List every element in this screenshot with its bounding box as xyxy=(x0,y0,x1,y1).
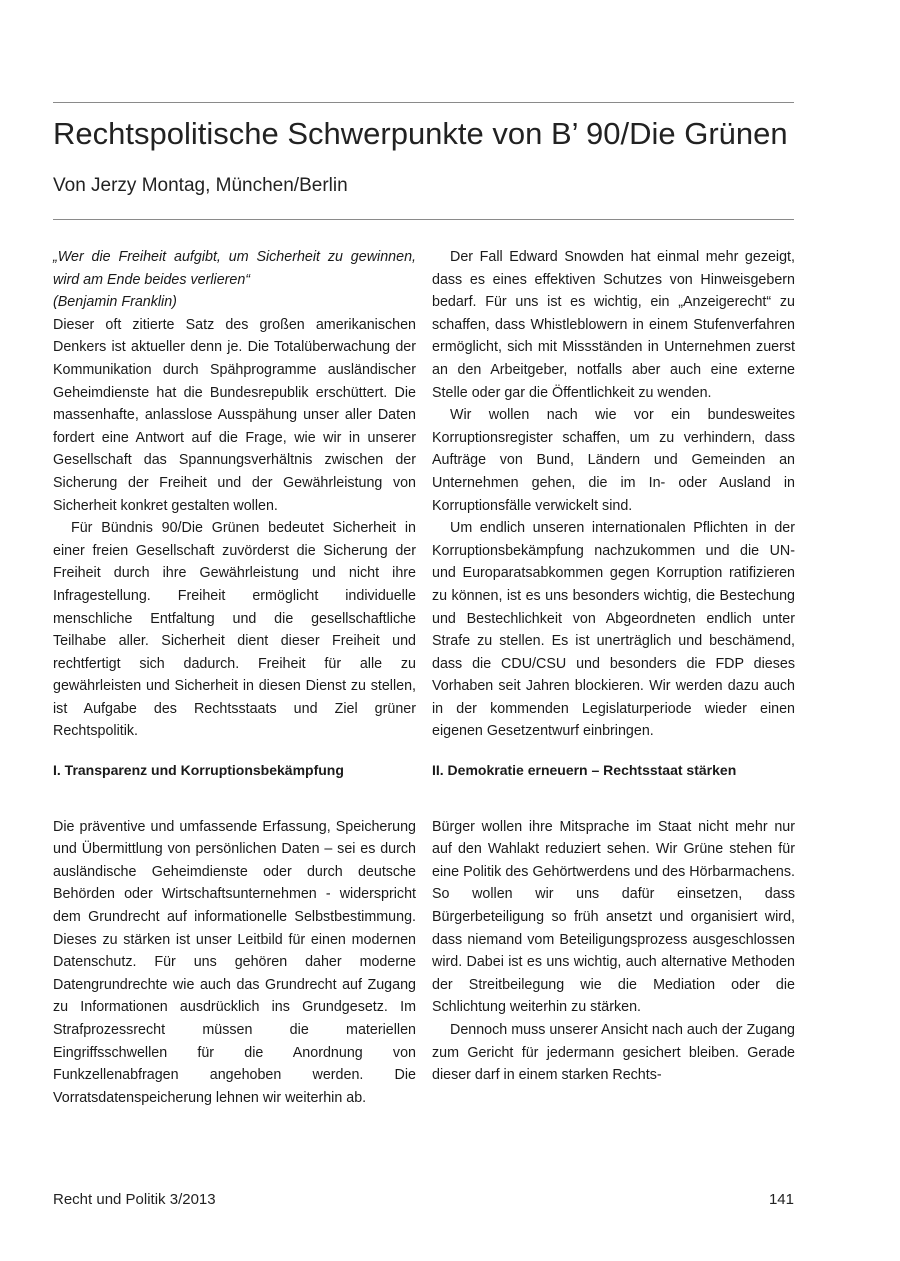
article-title: Rechtspolitische Schwerpunkte von B’ 90/Die Grünen xyxy=(53,116,788,151)
section-heading-1: I. Transparenz und Korruptionsbekämpfung xyxy=(53,762,344,779)
paragraph: Wir wollen nach wie vor ein bundesweites Korruptionsregister schaffen, um zu verhindern, dass Aufträge von Bund, Ländern und Gemeinden an Unternehmen gehen, die im In- oder Ausland in Korruptionsfälle verwickelt sind. xyxy=(432,407,795,514)
paragraph: Bürger wollen ihre Mitsprache im Staat nicht mehr nur auf den Wahlakt reduziert sehen. Wir Grüne stehen für eine Politik des Gehörtwerdens und des Hörbarmachens. So wollen wir uns dafür einsetzen, dass Bürgerbeteiligung so früh ansetzt und organisiert wird, dass niemand vom Beteiligungsprozess ausgeschlossen wird. Dabei ist es uns wichtig, auch alternative Methoden der Streitbeilegung wie die Mediation oder die Schlichtung weiterhin zu stärken. xyxy=(432,818,795,1016)
article-author: Von Jerzy Montag, München/Berlin xyxy=(53,175,348,196)
paragraph: Der Fall Edward Snowden hat einmal mehr gezeigt, dass es eines effektiven Schutzes von Hinweisgebern bedarf. Für uns ist es wichtig, ein „Anzeigerecht“ zu schaffen, dass Whistleblowern in einem Stufenverfahren ermöglicht, sich mit Missständen in Unternehmen zuerst an den Arbeitgeber, notfalls aber auch eine externe Stelle oder gar die Öffentlichkeit zu wenden. xyxy=(432,249,795,401)
epigraph-quote: „Wer die Freiheit aufgibt, um Sicherheit zu gewinnen, wird am Ende beides verlieren“ xyxy=(53,249,416,288)
paragraph: Dennoch muss unserer Ansicht nach auch der Zugang zum Gericht für jedermann gesichert bleiben. Gerade dieser darf in einem starken Rechts- xyxy=(432,1022,795,1084)
footer-page-number: 141 xyxy=(768,1191,794,1208)
left-column xyxy=(53,246,416,1109)
footer-journal: Recht und Politik 3/2013 xyxy=(53,1191,216,1208)
epigraph-source: (Benjamin Franklin) xyxy=(53,294,177,311)
paragraph: Die präventive und umfassende Erfassung, Speicherung und Übermittlung von persönlichen Daten – sei es durch ausländische Geheimdienste oder durch deutsche Behörden oder Wirtschaftsunternehmen - widerspricht dem Grundrecht auf informationelle Selbstbestimmung. Dieses zu stärken ist unser Leitbild für einen modernen Datenschutz. Für uns gehören daher moderne Datengrundrechte wie auch das Grundrecht auf Zugang zu Informationen ausdrücklich ins Grundgesetz. Im Strafprozessrecht müssen die materiellen Eingriffsschwellen für die Anordnung von Funkzellenabfragen angehoben werden. Die Vorratsdatenspeicherung lehnen wir weiterhin ab. xyxy=(53,818,416,1106)
right-column xyxy=(432,246,795,1087)
header-rule xyxy=(53,219,794,220)
section-heading-2: II. Demokratie erneuern – Rechtsstaat stärken xyxy=(432,762,737,779)
paragraph: Um endlich unseren internationalen Pflichten in der Korruptionsbekämpfung nachzukommen und die UN- und Europaratsabkommen gegen Korruption ratifizieren zu können, ist es uns besonders wichtig, die Bestechung und Bestechlichkeit von Abgeordneten endlich unter Strafe zu stellen. Es ist unerträglich und beschämend, dass die CDU/CSU und besonders die FDP dieses Vorhaben seit Jahren blockieren. Wir werden dazu auch in der kommenden Legislaturperiode wieder einen eigenen Gesetzentwurf einbringen. xyxy=(432,520,795,740)
top-rule xyxy=(53,102,794,103)
paragraph: Dieser oft zitierte Satz des großen amerikanischen Denkers ist aktueller denn je. Die Totalüberwachung der Kommunikation durch Spähprogramme ausländischer Geheimdienste hat die Bundesrepublik erschüttert. Die massenhafte, anlasslose Ausspähung unser aller Daten fordert eine Antwort auf die Frage, wie wir in unserer Gesellschaft das Spannungsverhältnis zwischen der Sicherung der Freiheit und der Gewährleistung von Sicherheit konkret gestalten wollen. xyxy=(53,316,416,514)
paragraph: Für Bündnis 90/Die Grünen bedeutet Sicherheit in einer freien Gesellschaft zuvörderst die Sicherung der Freiheit durch ihre Gewährleistung und nicht ihre Infragestellung. Freiheit ermöglicht individuelle menschliche Entfaltung und die gesellschaftliche Teilhabe aller. Sicherheit dient dieser Freiheit und rechtfertigt sich dadurch. Freiheit für alle zu gewährleisten und Sicherheit in diesen Dienst zu stellen, ist Aufgabe des Rechtsstaats und Ziel grüner Rechtspolitik. xyxy=(53,520,416,740)
